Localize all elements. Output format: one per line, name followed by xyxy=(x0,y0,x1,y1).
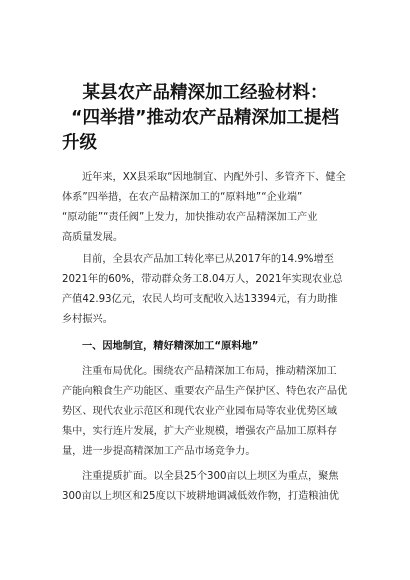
paragraph-2-line-4: 乡村振兴。 xyxy=(62,314,113,325)
paragraph-1-line-4: 高质量发展。 xyxy=(62,232,124,243)
paragraph-1-line-2: 体系”四举措，在农产品精深加工的“原料地”“企业端” xyxy=(62,192,303,203)
paragraph-3-line-3: 势区、现代农业示范区和现代农业产业园布局等农业优势区域 xyxy=(62,406,338,417)
paragraph-4-line-1: 注重提质扩面。以全县25个300亩以上坝区为重点，聚焦 xyxy=(82,471,339,482)
paragraph-3-line-1: 注重布局优化。围绕农产品精深加工布局，推动精深加工 xyxy=(82,366,337,377)
paragraph-1-line-3: “原动能”“责任阀”上发力，加快推动农产品精深加工产业 xyxy=(62,212,318,223)
document-title-line-1: 某县农产品精深加工经验材料： xyxy=(82,83,328,103)
paragraph-4-line-2: 300亩以上坝区和25度以下坡耕地调减低效作物，打造粮油优 xyxy=(62,491,339,502)
document-title-line-2: “四举措”推动农产品精深加工提档 xyxy=(70,108,339,128)
paragraph-2-line-1: 目前，全县农产品加工转化率已从2017年的14.9%增至 xyxy=(82,254,334,265)
paragraph-1-line-1: 近年来，XX县采取“因地制宜、内配外引、多管齐下、健全 xyxy=(82,172,346,183)
paragraph-3-line-2: 产能向粮食生产功能区、重要农产品生产保护区、特色农产品优 xyxy=(62,386,348,397)
paragraph-2-line-2: 2021年的60%，带动群众务工8.04万人，2021年实现农业总 xyxy=(62,274,343,285)
document-title-line-3: 升级 xyxy=(62,133,97,153)
paragraph-3-line-5: 量，进一步提高精深加工产品市场竞争力。 xyxy=(62,446,256,457)
section-1-heading: 一、因地制宜，精好精深加工“原料地” xyxy=(82,341,259,352)
paragraph-2-line-3: 产值42.93亿元，农民人均可支配收入达13394元，有力助推 xyxy=(62,294,338,305)
paragraph-3-line-4: 集中，实行连片发展，扩大产业规模，增强农产品加工原料存 xyxy=(62,426,338,437)
